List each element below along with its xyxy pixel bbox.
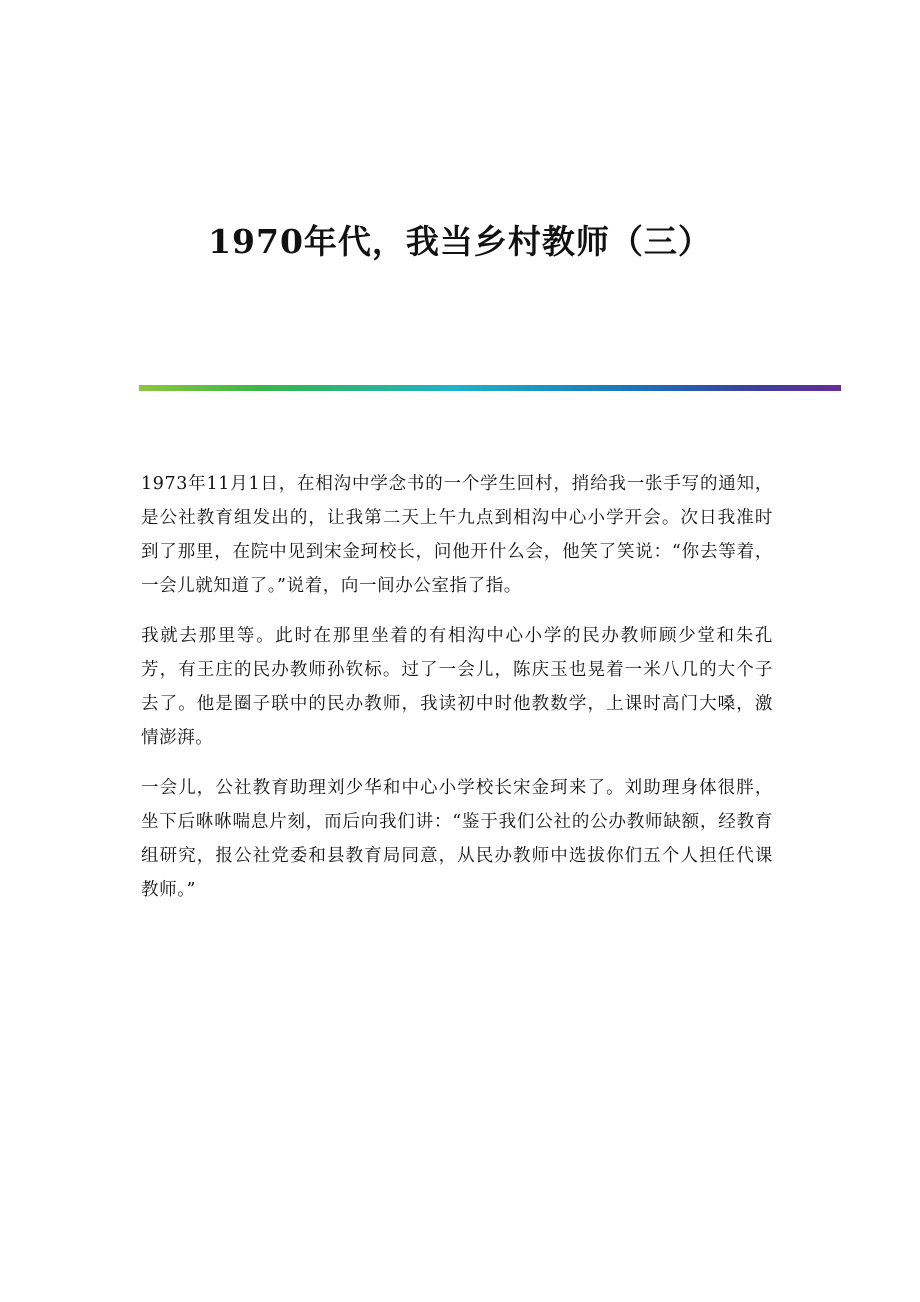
gradient-divider	[139, 385, 841, 391]
paragraph: 我就去那里等。此时在那里坐着的有相沟中心小学的民办教师顾少堂和朱孔芳，有王庄的民办教师孙钦标。过了一会儿，陈庆玉也晃着一米八几的大个子去了。他是圈子联中的民办教师，我读初中时他教数学，上课时高门大嗓，激情澎湃。	[141, 626, 773, 748]
paragraph: 一会儿，公社教育助理刘少华和中心小学校长宋金珂来了。刘助理身体很胖，坐下后咻咻喘息片刻，而后向我们讲：“鉴于我们公社的公办教师缺额，经教育组研究，报公社党委和县教育局同意，从民办教师中选拔你们五个人担任代课教师。”	[141, 778, 773, 900]
document-body	[141, 467, 773, 923]
paragraph: 1973年11月1日，在相沟中学念书的一个学生回村，捎给我一张手写的通知，是公社教育组发出的，让我第二天上午九点到相沟中心小学开会。次日我准时到了那里，在院中见到宋金珂校长，问他开什么会，他笑了笑说：“你去等着，一会儿就知道了。”说着，向一间办公室指了指。	[141, 474, 773, 596]
document-title: 1970年代，我当乡村教师（三）	[208, 222, 712, 261]
